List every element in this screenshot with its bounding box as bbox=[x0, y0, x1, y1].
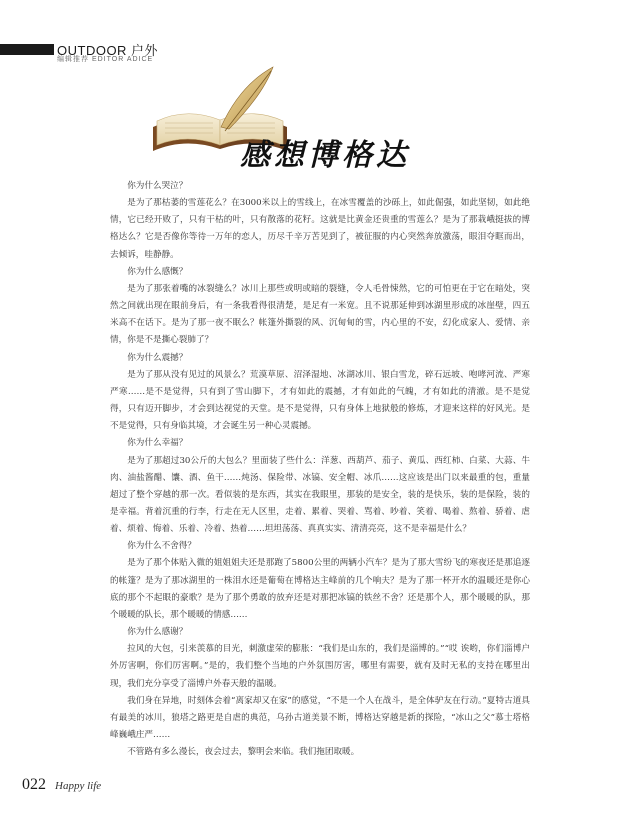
paragraph-backpack: 是为了那超过30公斤的大包么？里面装了些什么：洋葱、西葫芦、茄子、黄瓜、西红柿、白菜、大蒜、牛肉、油盐酱醋、馕、酒、鱼干……炖汤、保险带、冰镐、安全帽、冰爪……这应该是出门以来最重的包，重量超过了整个穿越的那一次。看似装的是东西，其实在我眼里，那装的是安全，装的是快乐，装的是保险，装的是幸福。背着沉重的行李，行走在无人区里，走着、累着、哭着、骂着、吵着、笑着、喝着、熬着、骄着、虐着、烦着、悔着、乐着、冷着、热着……坦坦荡荡、真真实实、清清亮亮，这不是幸福是什么？ bbox=[110, 455, 530, 535]
article-title: 感想博格达 bbox=[240, 138, 410, 173]
paragraph-snow-lotus: 是为了那枯萎的雪莲花么？在3000米以上的雪线上，在冰雪覆盖的沙砾上，如此倔强，如此坚韧，如此绝情，它已经开败了，只有干枯的叶，只有散落的花籽。这就是比黄金还贵重的雪莲么？是为了那栽峨挺拔的博格达么？它是否像你等待一万年的恋人，历尽千辛万苦见到了，被征服的内心突然奔放激荡，眼泪夺眶而出，去倾诉，哇静静。 bbox=[110, 198, 530, 260]
paragraph-zibo-support: 拉风的大包，引来羡慕的目光，刺激虚荣的膨胀：“我们是山东的，我们是淄博的。”“哎 诶哟，你们淄博户外厉害啊，你们厉害啊。”是的，我们整个当地的户外氛围厉害，哪里有需要，就有及时无私的支持在哪里出现，我们充分享受了淄博户外春天般的温暖。 bbox=[110, 644, 530, 689]
question-why-happy: 你为什么幸福？ bbox=[127, 438, 188, 449]
paragraph-away-from-home: 我们身在异地，时刻体会着“离家却又在家”的感觉，“不是一个人在战斗，是全体驴友在行动。”夏特古道具有最美的冰川，狼塔之路更是自虐的典范，乌孙古道美景不断，博格达穿越是新的探险，“冰山之父”慕士塔格峰巍峨庄严…… bbox=[110, 695, 530, 740]
question-why-awed: 你为什么震撼？ bbox=[127, 352, 188, 363]
editor-label: 编辑推荐 EDITOR ADICE bbox=[57, 56, 154, 63]
question-why-reluctant: 你为什么不舍得？ bbox=[127, 541, 196, 552]
page-number: 022 bbox=[22, 776, 46, 793]
paragraph-ice-crevasse: 是为了那张着嘴的冰裂缝么？冰川上那些或明或暗的裂缝，令人毛骨悚然，它的可怕更在于它在暗处，突然之间就出现在眼前身后，有一条我看得很清楚，是足有一米宽。且不说那延伸到冰湖里形成的冰崖壁，四五米高不在话下。是为了那一夜不眠么？帐篷外撕裂的风、沉甸甸的雪，内心里的不安，幻化成家人、爱情、亲情，你是不是撕心裂肺了？ bbox=[110, 283, 530, 346]
article-body bbox=[110, 178, 530, 761]
section-title: OUTDOOR 户外 bbox=[57, 43, 159, 58]
paragraph-closing: 不管路有多么漫长，夜会过去，黎明会来临。我们拖团取暖。 bbox=[127, 747, 360, 758]
paragraph-companions: 是为了那个体贴入微的姐姐姐夫还是那跑了5800公里的两辆小汽车？是为了那大雪纷飞的寒夜还是那追逐的帐篷？是为了那冰湖里的一株泪水还是葡萄在博格达主峰前的几个响夫？是为了那一杯开水的温暖还是你心底的那个不起眼的豪歌？是为了那个勇敢的放弃还是对那把冰镐的铁丝不舍？还是那个人，那个暖暖的队，那个暖暖的队长，那个暖暖的情感…… bbox=[110, 558, 530, 620]
section-marker-bar bbox=[0, 44, 54, 55]
magazine-name: Happy life bbox=[55, 780, 102, 792]
paragraph-scenery: 是为了那从没有见过的风景么？荒漠草原、沼泽湿地、冰湖冰川、银白雪龙，碎石远坡、咆哮河流、严寒严寒……是不是觉得，只有到了雪山脚下，才有如此的震撼，才有如此的气魄，才有如此的清澈。是不是觉得，只有迈开脚步，才会到达视觉的天堂。是不是觉得，只有身体上地狱般的修炼，才迎来这样的好风光。是不是觉得，只有身临其境，才会诞生另一种心灵震撼。 bbox=[110, 369, 530, 432]
question-why-cry: 你为什么哭泣？ bbox=[127, 181, 188, 191]
question-why-grateful: 你为什么感谢？ bbox=[127, 627, 188, 638]
question-why-sigh: 你为什么感慨？ bbox=[127, 266, 188, 277]
